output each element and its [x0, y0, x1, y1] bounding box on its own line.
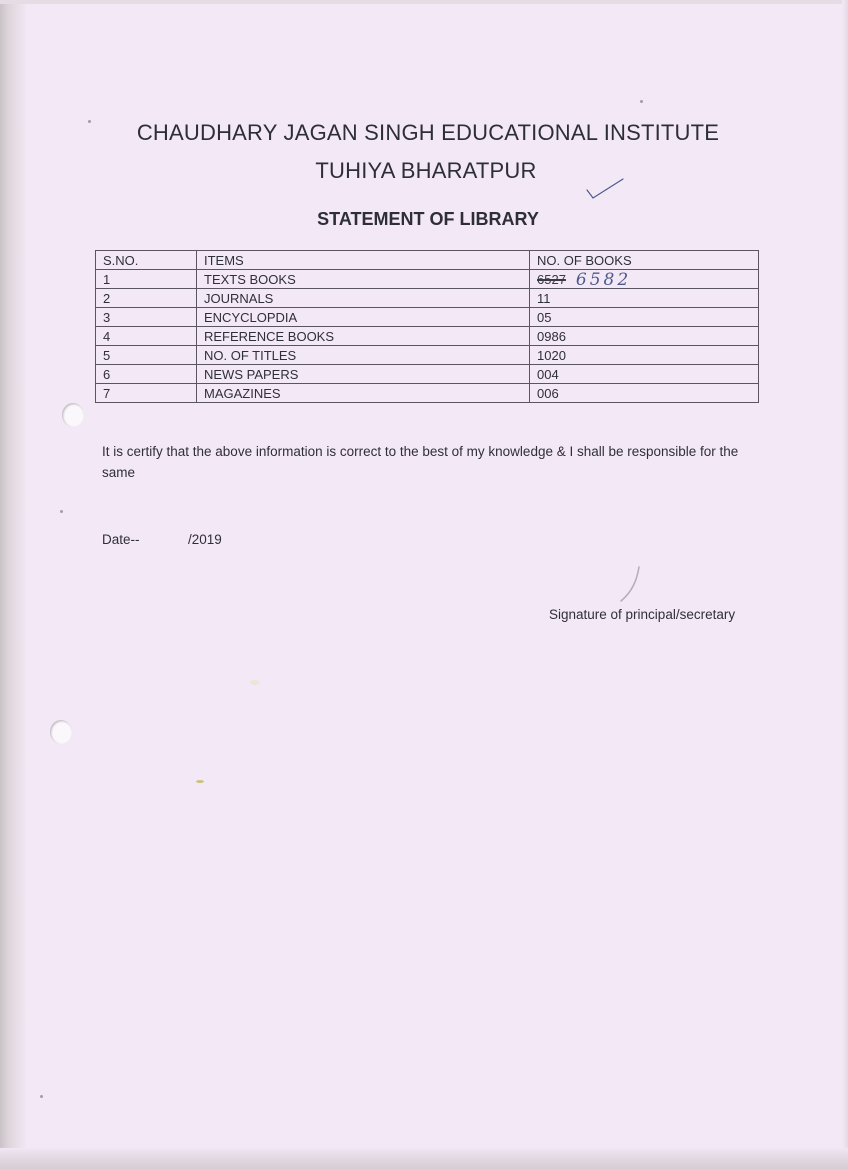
row-sno: 4 — [96, 327, 197, 346]
row-item: ENCYCLOPDIA — [197, 308, 530, 327]
punch-hole-bottom — [50, 720, 72, 744]
signature-label: Signature of principal/secretary — [549, 607, 736, 622]
scan-top-edge — [0, 0, 848, 4]
library-statement-table — [95, 250, 759, 403]
table-row — [96, 346, 759, 365]
row-count: 004 — [530, 365, 759, 384]
row-sno: 1 — [96, 270, 197, 289]
scan-speck — [250, 680, 260, 685]
row-item: NEWS PAPERS — [197, 365, 530, 384]
scan-speck — [196, 780, 204, 783]
row-sno: 5 — [96, 346, 197, 365]
institute-location: TUHIYA BHARATPUR — [315, 158, 537, 183]
checkmark-icon — [585, 176, 625, 202]
statement-title: STATEMENT OF LIBRARY — [317, 209, 539, 229]
row-item: REFERENCE BOOKS — [197, 327, 530, 346]
table-row — [96, 289, 759, 308]
table-header-row — [96, 251, 759, 270]
row-item: TEXTS BOOKS — [197, 270, 530, 289]
row-sno: 2 — [96, 289, 197, 308]
punch-hole-top — [62, 403, 84, 427]
row-sno: 7 — [96, 384, 197, 403]
table-row — [96, 308, 759, 327]
scan-speck — [640, 100, 643, 103]
header-items: ITEMS — [197, 251, 530, 270]
row-sno: 6 — [96, 365, 197, 384]
row-count: 1020 — [530, 346, 759, 365]
row-sno: 3 — [96, 308, 197, 327]
handwritten-correction: 6582 — [575, 270, 632, 290]
row-count: 11 — [530, 289, 759, 308]
signature-stroke-icon — [615, 565, 645, 605]
row-count: 05 — [530, 308, 759, 327]
row-item: NO. OF TITLES — [197, 346, 530, 365]
scan-speck — [60, 510, 63, 513]
table-row — [96, 384, 759, 403]
date-value: /2019 — [188, 532, 222, 547]
header-sno: S.NO. — [96, 251, 197, 270]
row-item: MAGAZINES — [197, 384, 530, 403]
struck-original-count: 6527 — [537, 272, 566, 287]
date-label: Date-- — [102, 532, 140, 547]
institute-name: CHAUDHARY JAGAN SINGH EDUCATIONAL INSTITUTE — [136, 120, 720, 145]
row-count: 0986 — [530, 327, 759, 346]
row-count: 006 — [530, 384, 759, 403]
date-line — [102, 532, 222, 547]
table-row — [96, 365, 759, 384]
table-row — [96, 327, 759, 346]
header-no-of-books: NO. OF BOOKS — [530, 251, 759, 270]
row-item: JOURNALS — [197, 289, 530, 308]
scan-bottom-edge — [0, 1148, 848, 1169]
row-count-cell — [530, 270, 759, 289]
scan-speck — [40, 1095, 43, 1098]
certification-text: It is certify that the above information is correct to the best of my knowledge & I shall be responsible for the same — [102, 444, 739, 480]
table-row — [96, 270, 759, 289]
